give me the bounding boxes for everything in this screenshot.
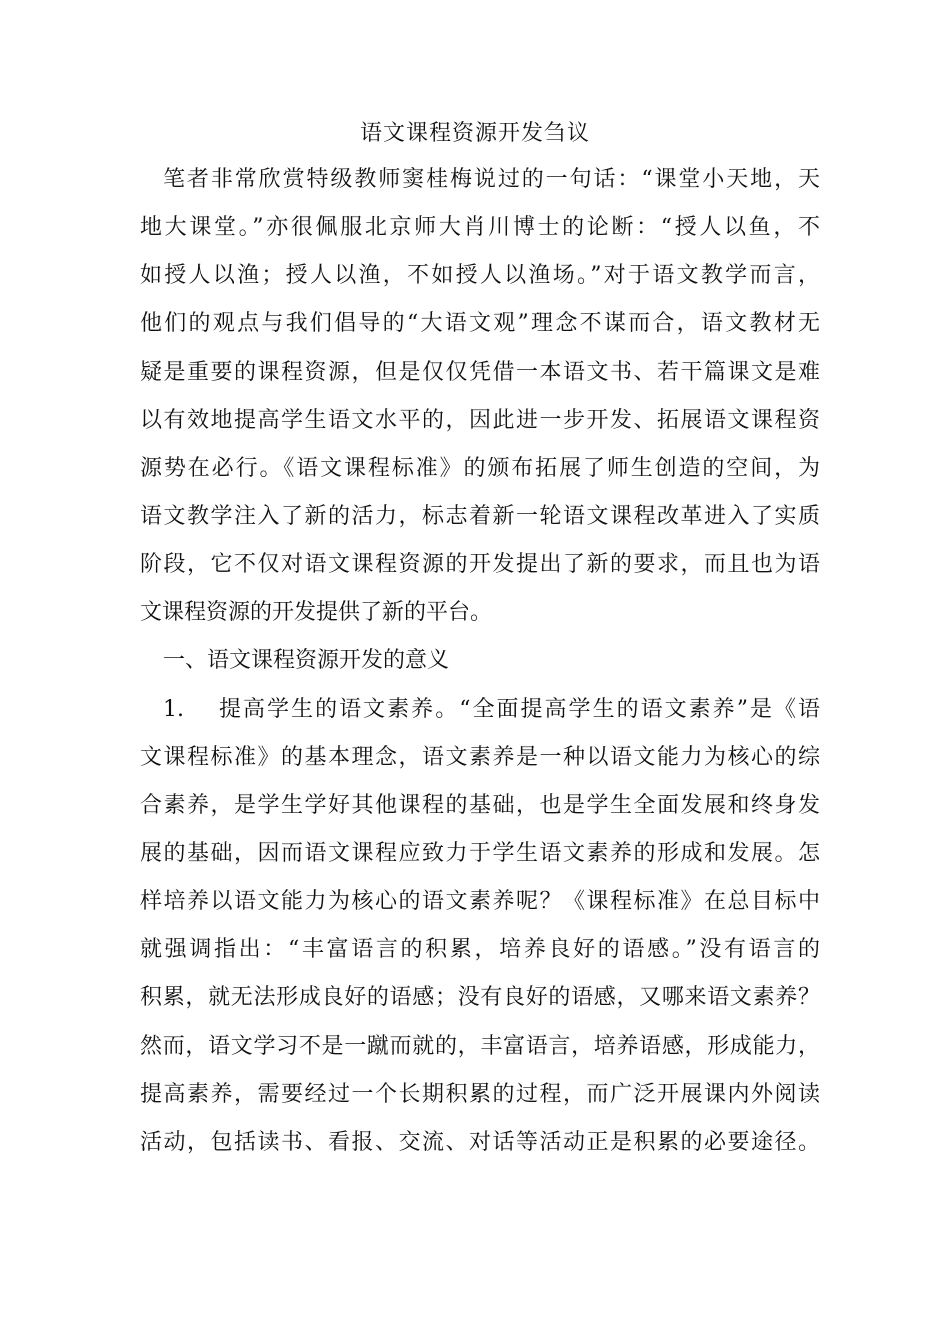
intro-line: 文课程资源的开发提供了新的平台。 <box>140 600 493 625</box>
point-line-text: 提高学生的语文素养。“全面提高学生的语文素养”是《语 <box>217 697 820 722</box>
intro-line: 疑是重要的课程资源，但是仅仅凭借一本语文书、若干篇课文是难 <box>140 360 820 385</box>
point-line: 样培养以语文能力为核心的语文素养呢？《课程标准》在总目标中 <box>140 889 820 914</box>
point-number: 1. <box>163 697 184 722</box>
intro-line: 以有效地提高学生语文水平的，因此进一步开发、拓展语文课程资 <box>140 408 820 433</box>
intro-line: 他们的观点与我们倡导的“大语文观”理念不谋而合，语文教材无 <box>140 311 820 336</box>
intro-line: 阶段，它不仅对语文课程资源的开发提出了新的要求，而且也为语 <box>140 552 820 577</box>
point-line: 提高素养，需要经过一个长期积累的过程，而广泛开展课内外阅读 <box>140 1082 820 1107</box>
point-line: 积累，就无法形成良好的语感；没有良好的语感，又哪来语文素养？ <box>140 985 820 1010</box>
point-line: 然而，语文学习不是一蹴而就的，丰富语言，培养语感，形成能力， <box>140 1034 820 1059</box>
point-line: 文课程标准》的基本理念，语文素养是一种以语文能力为核心的综 <box>140 745 820 770</box>
intro-line: 语文教学注入了新的活力，标志着新一轮语文课程改革进入了实质 <box>140 504 820 529</box>
document-title: 语文课程资源开发刍议 <box>359 121 590 146</box>
point-line: 活动，包括读书、看报、交流、对话等活动正是积累的必要途径。 <box>140 1130 820 1155</box>
point-line: 合素养，是学生学好其他课程的基础，也是学生全面发展和终身发 <box>140 793 820 818</box>
intro-line: 如授人以渔；授人以渔，不如授人以渔场。”对于语文教学而言， <box>140 263 820 288</box>
section-heading: 一、语文课程资源开发的意义 <box>163 648 450 673</box>
point-line: 就强调指出：“丰富语言的积累，培养良好的语感。”没有语言的 <box>140 937 820 962</box>
point-line <box>163 694 820 726</box>
point-line: 展的基础，因而语文课程应致力于学生语文素养的形成和发展。怎 <box>140 841 820 866</box>
intro-line: 源势在必行。《语文课程标准》的颁布拓展了师生创造的空间，为 <box>140 456 820 481</box>
intro-line: 笔者非常欣赏特级教师窦桂梅说过的一句话：“课堂小天地，天 <box>163 167 820 192</box>
intro-line: 地大课堂。”亦很佩服北京师大肖川博士的论断：“授人以鱼，不 <box>140 215 820 240</box>
